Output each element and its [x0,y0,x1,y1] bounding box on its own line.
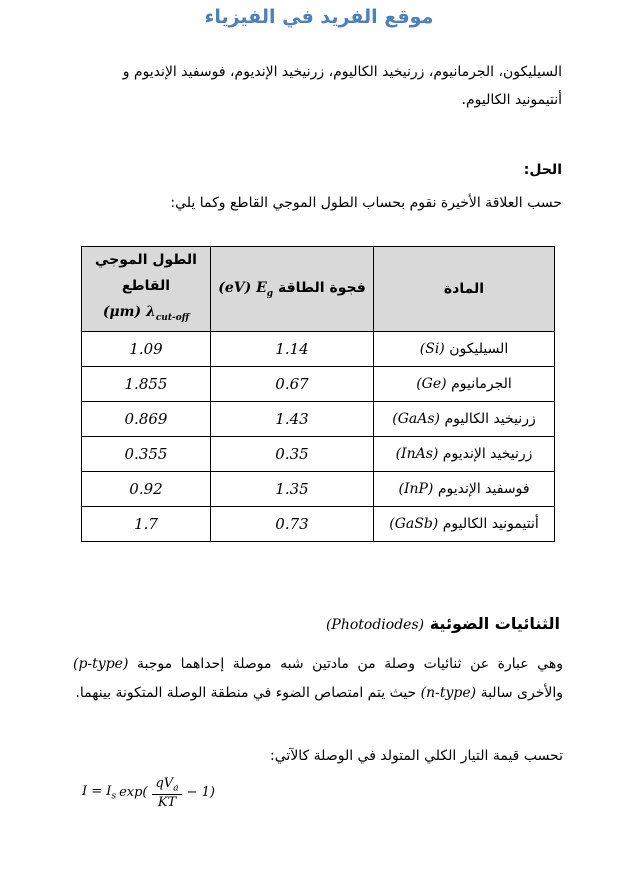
formula-denominator: KT [157,794,177,810]
cell-cutoff-wavelength: 0.92 [82,471,211,506]
solution-text: حسب العلاقة الأخيرة نقوم بحساب الطول الموجي القاطع وكما يلي: [170,195,562,211]
formula-fraction [152,776,181,810]
cell-energy-gap: 0.73 [211,506,374,541]
header-cutoff-wavelength-ar: الطول الموجي القاطع [95,252,197,294]
intro-paragraph [76,58,562,114]
table-row [82,436,555,471]
header-energy-gap-ar: فجوة الطاقة [277,279,366,296]
section-title [0,614,560,633]
cell-cutoff-wavelength: 1.855 [82,366,211,401]
description-part-2: والأخرى سالبة [480,685,563,701]
table-header-row [82,247,555,332]
intro-line-2: أنتيمونيد الكاليوم. [461,92,562,108]
table-row [82,366,555,401]
cell-energy-gap: 0.35 [211,436,374,471]
intro-line-1: السيليكون، الجرمانيوم، زرنيخيد الكاليوم، زرنيخيد الإنديوم، فوسفيد الإنديوم و [122,64,562,80]
section-title-ar: الثنائيات الضوئية [429,614,560,633]
formula-numerator: $qV_a$ [152,776,181,795]
cell-material: زرنيخيد الكاليوم (GaAs) [374,401,555,436]
table-row [82,471,555,506]
p-type-term: (p-type) [73,656,129,672]
cell-material: فوسفيد الإنديوم (InP) [374,471,555,506]
cell-energy-gap: 1.43 [211,401,374,436]
table-row [82,506,555,541]
cell-cutoff-wavelength: 1.7 [82,506,211,541]
cell-material: أنتيمونيد الكاليوم (GaSb) [374,506,555,541]
description-part-3: حيث يتم امتصاص الضوء في منطقة الوصلة المتكونة بينهما. [75,685,417,701]
header-energy-gap-unit: (eV) $E_g$ [218,279,274,299]
n-type-term: (n-type) [420,685,477,701]
table-row [82,331,555,366]
materials-table [81,246,555,542]
cell-energy-gap: 1.35 [211,471,374,506]
header-energy-gap [211,247,374,332]
formula-lhs: $I = I_s$ [82,784,117,802]
cell-energy-gap: 1.14 [211,331,374,366]
photodiode-description [73,650,563,708]
cell-material: زرنيخيد الإنديوم (InAs) [374,436,555,471]
cell-cutoff-wavelength: 0.355 [82,436,211,471]
header-material: المادة [374,247,555,332]
solution-label: الحل: [523,162,562,178]
cell-cutoff-wavelength: 1.09 [82,331,211,366]
cell-energy-gap: 0.67 [211,366,374,401]
table-row [82,401,555,436]
cell-cutoff-wavelength: 0.869 [82,401,211,436]
cell-material: الجرمانيوم (Ge) [374,366,555,401]
header-cutoff-wavelength [82,247,211,332]
current-calc-intro: تحسب قيمة التيار الكلي المتولد في الوصلة كالآتي: [270,748,563,764]
diode-current-formula [82,776,215,810]
formula-exp: exp( [119,785,148,801]
header-cutoff-wavelength-unit: (μm) $\lambda_{cut-off}$ [102,304,190,323]
site-title: موقع الفريد في الفيزياء [204,6,434,28]
cell-material: السيليكون (Si) [374,331,555,366]
description-part-1: وهي عبارة عن ثنائيات وصلة من مادتين شبه موصلة إحداهما موجبة [137,656,563,672]
section-title-en: (Photodiodes) [325,617,425,633]
formula-tail: − 1) [186,785,215,801]
